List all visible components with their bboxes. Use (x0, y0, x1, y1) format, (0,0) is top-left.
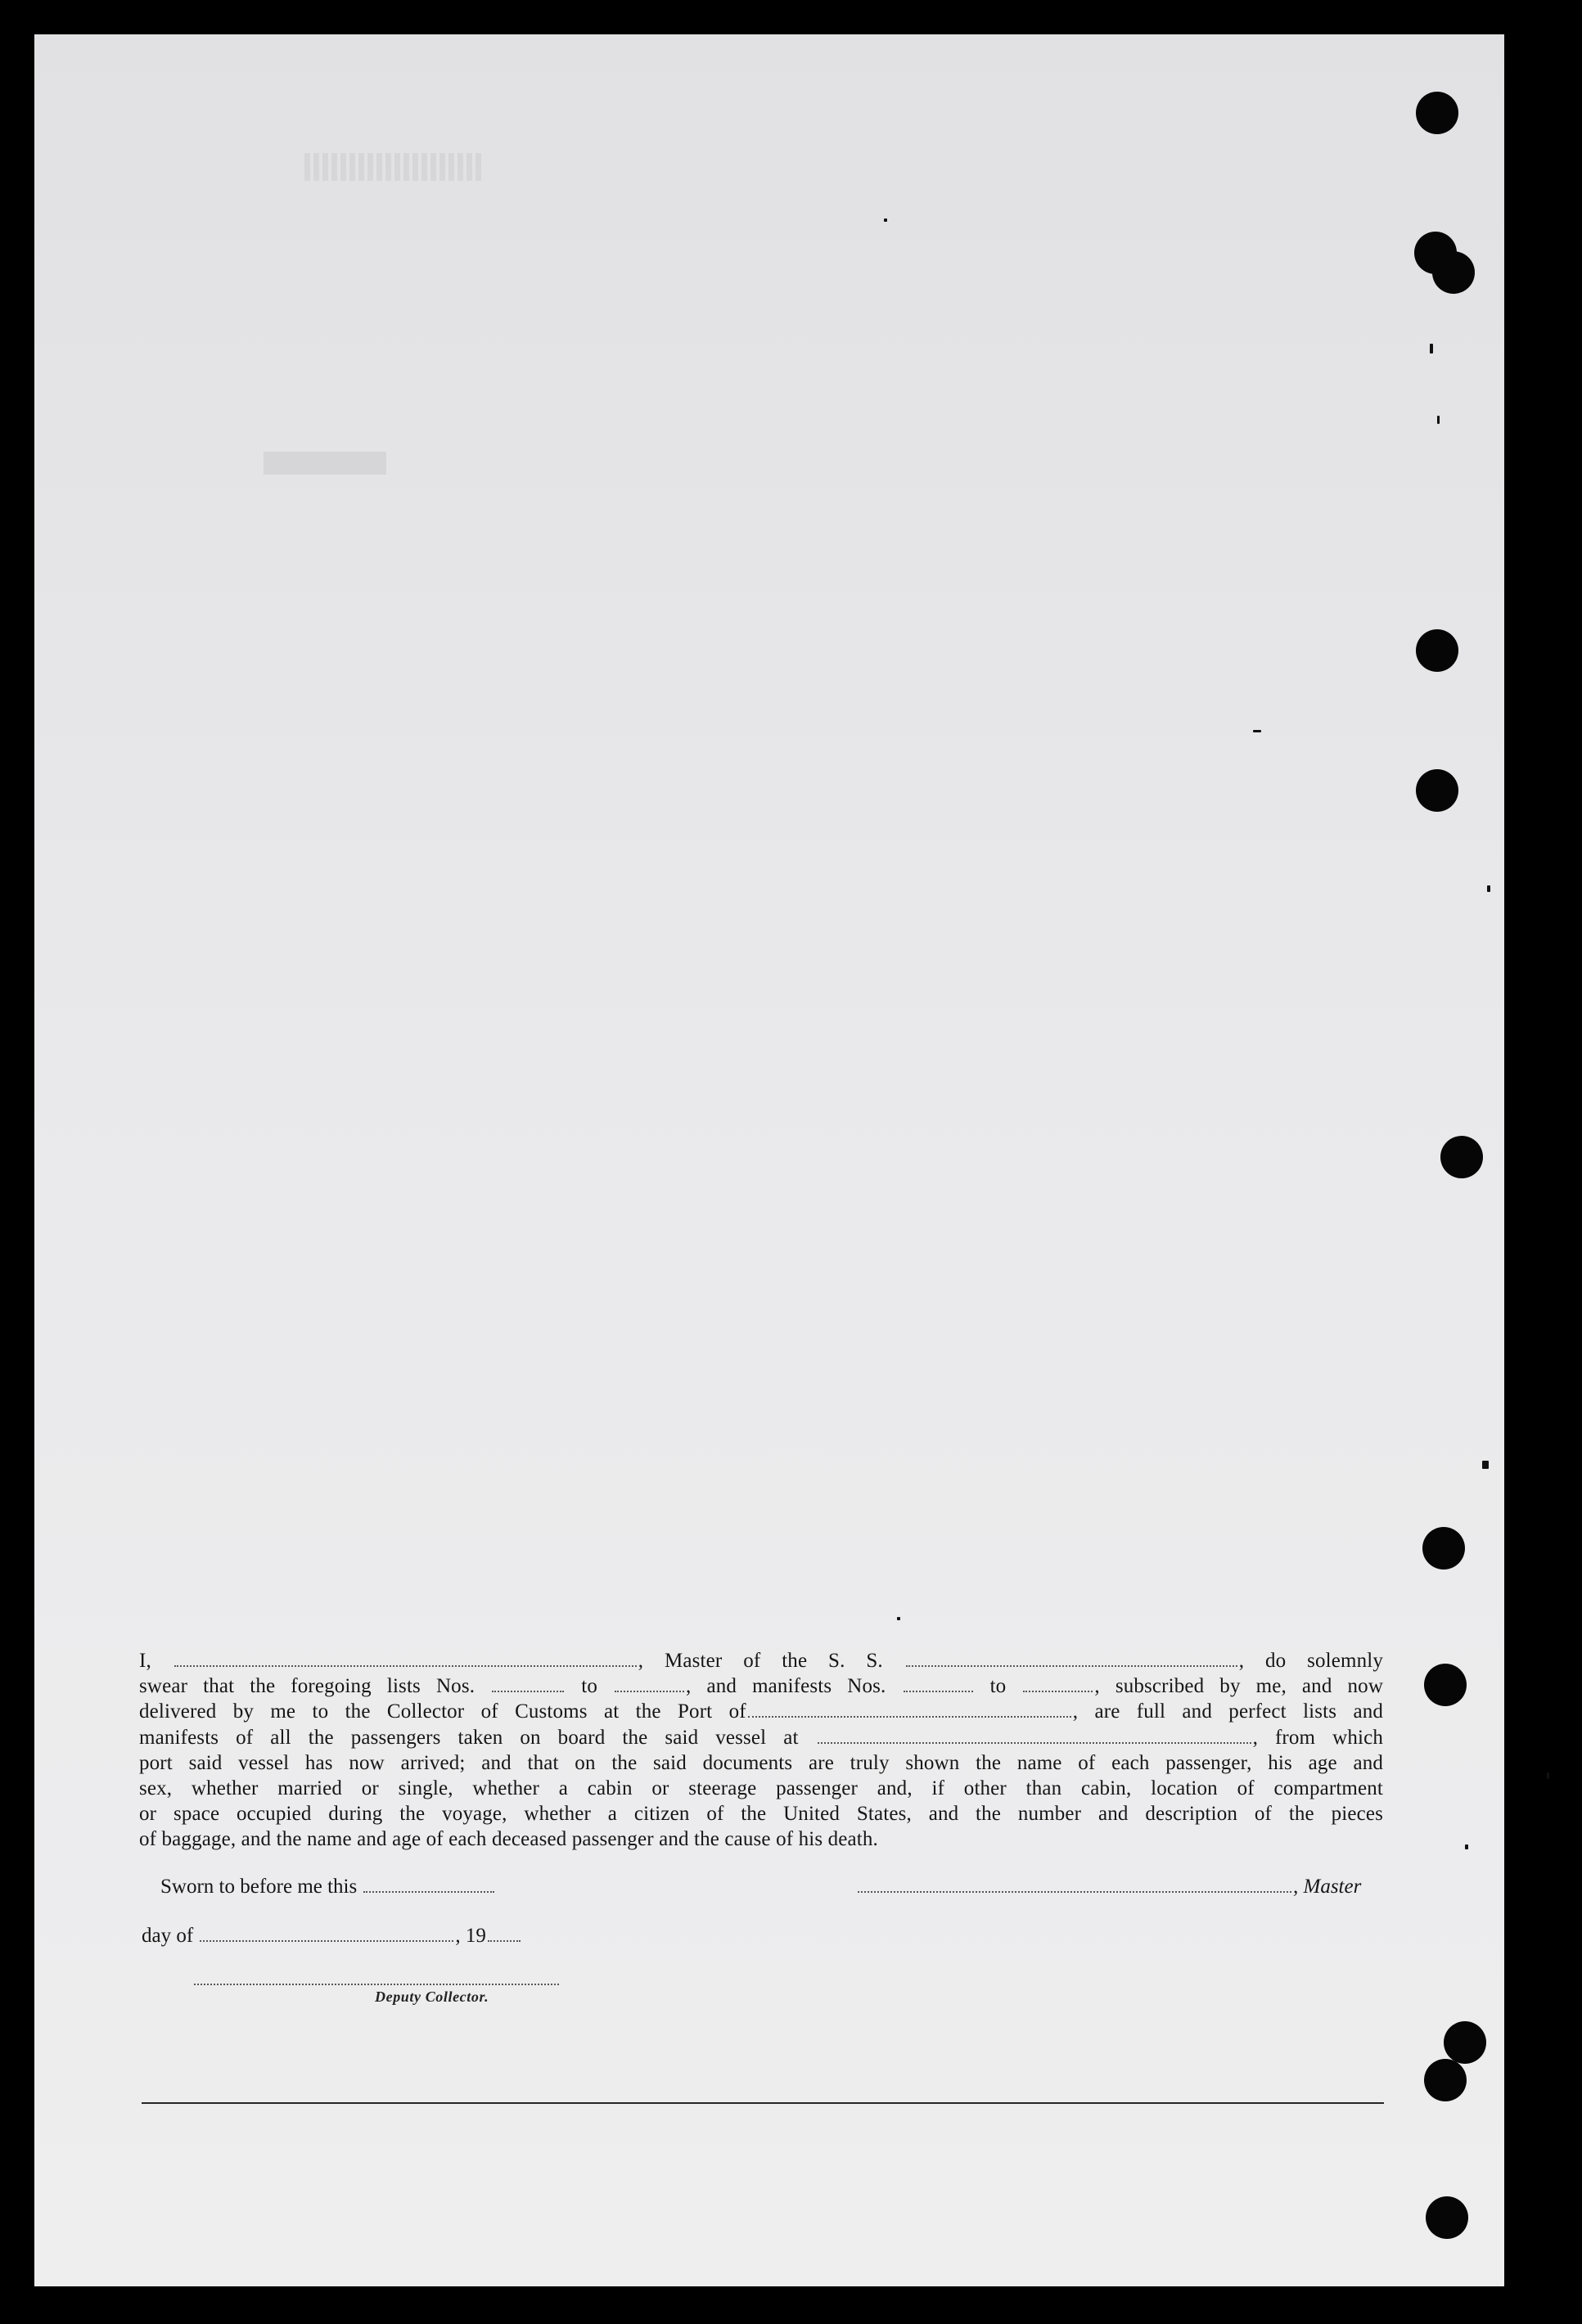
oath-line (139, 1776, 1383, 1801)
punch-hole (1432, 251, 1475, 294)
departure-port-blank (818, 1742, 1251, 1744)
dust-speck (1487, 885, 1490, 892)
punch-hole (1416, 92, 1458, 134)
oath-text: , are full and perfect lists and (1072, 1700, 1383, 1723)
sworn-label: Sworn to before me this (160, 1876, 358, 1898)
oath-text: delivered by me to the Collector of Customs at the Port of (139, 1700, 746, 1723)
list-to-blank (615, 1691, 684, 1692)
oath-line (139, 1673, 1383, 1699)
oath-text: I, (139, 1650, 151, 1672)
oath-line (139, 1725, 1383, 1750)
faded-bleed-through-mark (264, 452, 386, 475)
dust-speck (1430, 344, 1433, 354)
port-blank (748, 1716, 1071, 1718)
punch-hole (1424, 2059, 1467, 2101)
dust-speck (1465, 1844, 1468, 1849)
oath-text: , Master of the S. S. (638, 1650, 883, 1672)
year-prefix: , 19 (455, 1925, 486, 1947)
oath-text: , from which (1252, 1726, 1383, 1749)
oath-text: to (989, 1675, 1007, 1698)
oath-line (139, 1699, 1383, 1724)
dust-speck (1482, 1461, 1489, 1469)
master-signature-blank (858, 1891, 1291, 1893)
month-blank (200, 1940, 453, 1942)
oath-text: of baggage, and the name and age of each deceased passenger and the cause of his death. (139, 1828, 878, 1851)
punch-hole (1416, 629, 1458, 672)
sworn-line (160, 1876, 496, 1898)
day-of-label: day of (142, 1925, 194, 1947)
oath-line (139, 1750, 1383, 1776)
oath-text: swear that the foregoing lists Nos. (139, 1675, 476, 1698)
oath-paragraph (139, 1648, 1383, 1853)
punch-hole (1422, 1527, 1465, 1570)
oath-text: manifests of all the passengers taken on board the said vessel at (139, 1726, 799, 1749)
year-blank (488, 1940, 521, 1942)
deputy-collector-label: Deputy Collector. (375, 1988, 489, 2005)
master-signature-line (856, 1876, 1361, 1898)
dust-speck (884, 218, 887, 222)
punch-hole (1444, 2021, 1486, 2064)
oath-line (139, 1826, 1383, 1852)
dust-speck (1253, 730, 1261, 732)
dust-speck (1547, 1772, 1549, 1779)
sworn-day-blank (363, 1891, 494, 1893)
list-from-blank (492, 1691, 564, 1692)
day-of-line (142, 1925, 522, 1948)
oath-text: port said vessel has now arrived; and that on the said documents are truly shown the name of each passenger, his age and (139, 1751, 1383, 1774)
faded-bleed-through-heading (304, 153, 485, 181)
dust-speck (1437, 416, 1440, 424)
dust-speck (897, 1617, 900, 1620)
bottom-rule (142, 2102, 1384, 2104)
oath-line (139, 1801, 1383, 1826)
oath-text: , subscribed by me, and now (1094, 1675, 1384, 1698)
ship-name-blank (906, 1665, 1237, 1667)
oath-text: sex, whether married or single, whether a cabin or steerage passenger and, if other than cabin, location of compartment (139, 1777, 1383, 1800)
punch-hole (1440, 1136, 1483, 1178)
deputy-signature-blank (194, 1984, 559, 1985)
punch-hole (1424, 1664, 1467, 1706)
oath-line (139, 1648, 1383, 1673)
oath-text: , do solemnly (1238, 1650, 1384, 1672)
master-label: , Master (1293, 1876, 1362, 1898)
manifest-from-blank (904, 1691, 973, 1692)
paper-sheet (34, 34, 1504, 2286)
oath-text: to (581, 1675, 597, 1698)
oath-text: , and manifests Nos. (686, 1675, 886, 1698)
oath-text: or space occupied during the voyage, whether a citizen of the United States, and the number and description of the pieces (139, 1803, 1383, 1826)
punch-hole (1426, 2196, 1468, 2239)
manifest-to-blank (1023, 1691, 1093, 1692)
master-name-blank (174, 1665, 637, 1667)
punch-hole (1416, 769, 1458, 812)
